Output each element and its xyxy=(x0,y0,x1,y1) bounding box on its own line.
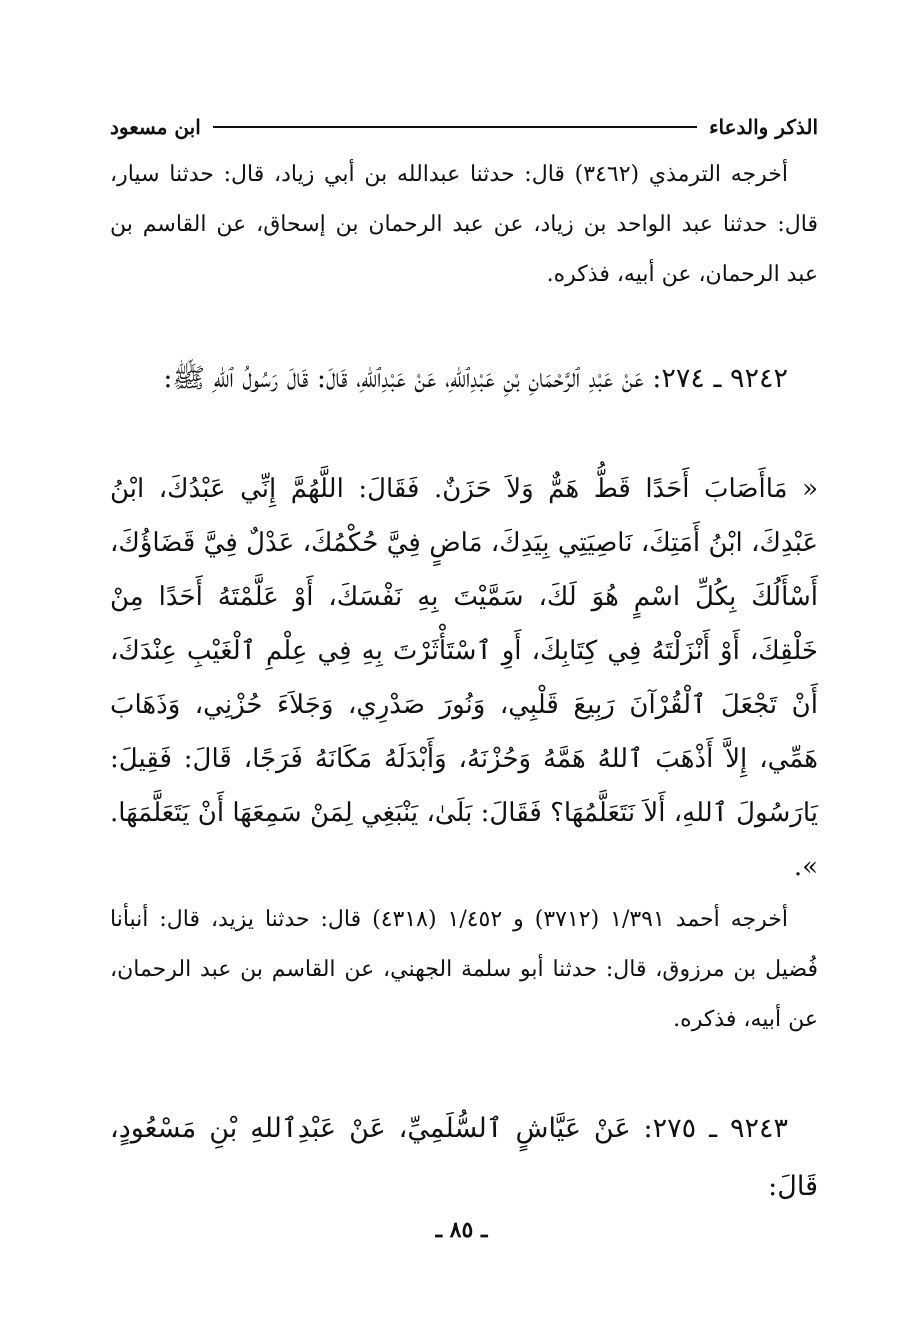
header-rule xyxy=(213,126,697,128)
header-chapter-title: الذكر والدعاء xyxy=(709,115,818,139)
running-header xyxy=(110,112,818,142)
source-note-2: أخرجه أحمد ١/٣٩١ (٣٧١٢) و ١/٤٥٢ (٤٣١٨) قال: حدثنا يزيد، قال: أنبأنا فُضيل بن مرزوق، قال: حدثنا أبو سلمة الجهني، عن القاسم بن عبد الرحمان، عن أبيه، فذكره. xyxy=(110,907,818,1032)
page-number: ـ ٨٥ ـ xyxy=(435,1217,488,1243)
source-note-1: أخرجه الترمذي (٣٤٦٢) قال: حدثنا عبدالله بن أبي زياد، قال: حدثنا سيار، قال: حدثنا عبد الواحد بن زياد، عن عبد الرحمان بن إسحاق، عن القاسم بن عبد الرحمان، عن أبيه، فذكره. xyxy=(110,162,818,287)
hadith-heading-9242: ٩٢٤٢ ـ ٢٧٤: عَنْ عَبْدِ ٱلرَّحْمَانِ بْنِ عَبْدِٱللهِ، عَنْ عَبْدِٱللهِ، قَالَ: قَالَ رَسُولُ ٱللهِ ﷺ: xyxy=(163,363,788,394)
hadith-text-9242: « مَاأَصَابَ أَحَدًا قَطُّ هَمٌّ وَلاَ حَزَنٌ. فَقَالَ: اللَّهُمَّ إِنِّي عَبْدُكَ، ابْنُ عَبْدِكَ، ابْنُ أَمَتِكَ، نَاصِيَتِي بِيَدِكَ، مَاضٍ فِيَّ حُكْمُكَ، عَدْلٌ فِيَّ قَضَاؤُكَ، أَسْأَلُكَ بِكُلِّ اسْمٍ هُوَ لَكَ، سَمَّيْتَ بِهِ نَفْسَكَ، أَوْ عَلَّمْتَهُ أَحَدًا مِنْ خَلْقِكَ، أَوْ أَنْزَلْتَهُ فِي كِتَابِكَ، أَوِ ٱسْتَأْثَرْتَ بِهِ فِي عِلْمِ ٱلْغَيْبِ عِنْدَكَ، أَنْ تَجْعَلَ ٱلْقُرْآنَ رَبِيعَ قَلْبِي، وَنُورَ صَدْرِي، وَجَلاَءَ حُزْنِي، وَذَهَابَ هَمِّي، إِلاَّ أَذْهَبَ ٱللهُ هَمَّهُ وَحُزْنَهُ، وَأَبْدَلَهُ مَكَانَهُ فَرَجًا، قَالَ: فَقِيلَ: يَارَسُولَ ٱللهِ، أَلاَ نَتَعَلَّمُهَا؟ فَقَالَ: بَلَىٰ، يَنْبَغِي لِمَنْ سَمِعَهَا أَنْ يَتَعَلَّمَهَا. ». xyxy=(110,474,818,882)
hadith-heading-9243: ٩٢٤٣ ـ ٢٧٥: عَنْ عَيَّاشٍ ٱلسُّلَمِيِّ، عَنْ عَبْدِٱللهِ بْنِ مَسْعُودٍ، قَالَ: xyxy=(110,1113,818,1202)
header-section-title: ابن مسعود xyxy=(110,115,201,139)
